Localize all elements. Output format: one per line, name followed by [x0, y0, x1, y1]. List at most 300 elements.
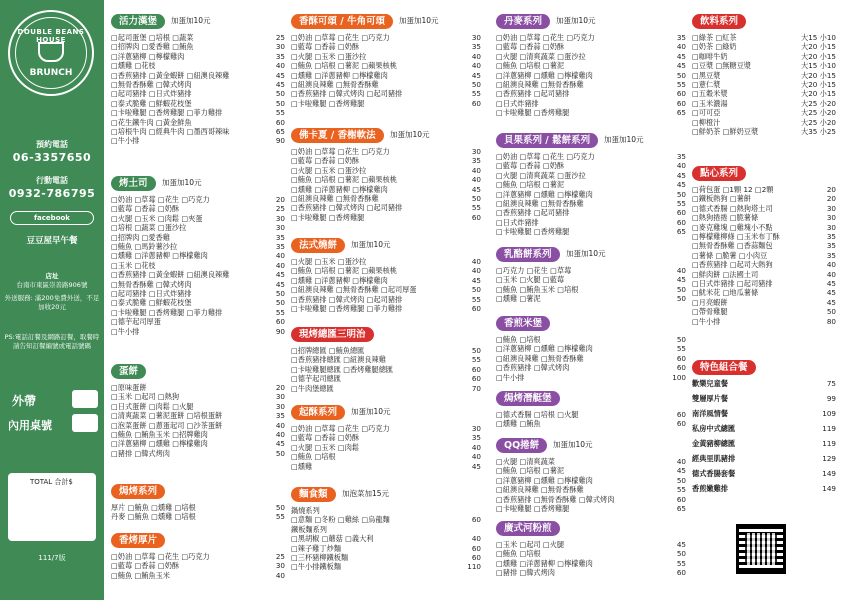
section-header: 法式燒餅 — [291, 238, 345, 253]
addon-note: 加蛋加10元 — [162, 178, 202, 187]
section-header: 香酥可頌 / 牛角可頌 — [291, 14, 393, 29]
menu-item[interactable]: □燻雞 □洋蔥豬柳 □檸檬雞肉 — [291, 275, 388, 285]
menu-item[interactable]: □鮪魚 □馬鈴薯沙拉 — [111, 242, 178, 251]
addon-note: 加蛋加10元 — [351, 407, 391, 416]
menu-item[interactable]: □紐澳良辣雞 □無骨香酥雞 — [496, 485, 584, 495]
menu-item[interactable]: □奶茶 □綠奶 — [692, 42, 737, 52]
menu-price: 40 — [676, 42, 686, 52]
menu-item[interactable]: □藍莓 □香蒜 □奶酥 — [291, 156, 360, 166]
menu-item[interactable]: □鮪魚 □鮪魚玉米 — [111, 570, 170, 580]
menu-item[interactable]: □藍莓 □香蒜 □奶酥 — [291, 433, 360, 443]
menu-price: 40 — [471, 175, 481, 185]
menu-item[interactable]: □鮪魚 □培根 — [496, 549, 541, 559]
menu-item[interactable]: 歡樂兒童餐 — [692, 379, 728, 388]
menu-item[interactable]: □日式炸豬排 — [496, 217, 539, 227]
menu-item[interactable]: □泡菜蛋餅 □蔥蛋起司 □沙茶蛋餅 — [111, 420, 223, 430]
dinein-label: 內用桌號 — [8, 419, 52, 432]
menu-price: 45 — [275, 279, 285, 289]
menu-price: 60 — [676, 353, 686, 363]
menu-price: 30 — [275, 561, 285, 571]
addon-note: 加蛋加10元 — [171, 16, 211, 25]
menu-price: 90 — [275, 136, 285, 146]
menu-price: 大20 小15 — [801, 70, 836, 80]
addon-note: 加蛋加10元 — [390, 130, 430, 139]
menu-item[interactable]: □日式炸豬排 □起司豬排 — [692, 279, 773, 288]
menu-item[interactable]: □燻雞 □花枝 — [111, 61, 156, 71]
reserve-label: 預約電話 — [36, 140, 68, 149]
menu-price: 30 — [471, 147, 481, 156]
menu-price: 30 — [275, 223, 285, 233]
menu-item[interactable]: □薏仁漿 — [692, 80, 721, 89]
menu-item[interactable]: □玉米 □起司 □火腿 — [496, 540, 565, 549]
menu-item[interactable]: □鮪魚 □培根 □薯泥 — [496, 61, 565, 71]
menu-item[interactable]: □玉米 □火腿 □藍莓 — [496, 275, 565, 285]
menu-item[interactable]: □豆漿 □無糖豆漿 — [692, 61, 751, 71]
menu-price: 60 — [676, 568, 686, 578]
menu-item[interactable]: □無骨香酥雞 □香蒜麵包 — [692, 241, 773, 251]
menu-item[interactable]: □卡啦雞腿 □香烤雞腿 — [496, 504, 570, 513]
menu-price: 60 — [676, 217, 686, 227]
menu-item[interactable]: □柳橙汁 — [692, 117, 721, 127]
menu-item[interactable]: □洋蔥豬柳 □燻雞 □檸檬雞肉 — [496, 344, 593, 354]
menu-price: 45 — [676, 51, 686, 61]
menu-item[interactable]: □牛小排 — [111, 326, 140, 336]
addon-note: 加蛋加10元 — [553, 440, 593, 449]
menu-item[interactable]: □玉米 □起司 □熱狗 — [111, 392, 180, 402]
menu-price: 60 — [471, 543, 481, 553]
menu-price: 55 — [471, 355, 481, 365]
menu-item[interactable]: □藍莓 □香蒜 □奶酥 — [496, 161, 565, 171]
menu-price: 55 — [676, 485, 686, 495]
menu-item[interactable]: □可可亞 — [692, 108, 721, 118]
menu-price: 50 — [275, 503, 285, 512]
menu-item[interactable]: □香煎豬排 □韓式烤肉 □起司豬排 — [291, 294, 403, 304]
total-box[interactable] — [8, 473, 96, 541]
dinein-box[interactable] — [72, 414, 98, 432]
menu-item[interactable]: □辣子雞丁炒麵 — [291, 543, 341, 553]
menu-price: 75 — [826, 379, 836, 388]
menu-price: 60 — [676, 208, 686, 218]
total-label: TOTAL 合計$ — [30, 478, 73, 486]
addon-note: 加蛋加10元 — [556, 16, 596, 25]
menu-item[interactable]: □豬排 □韓式烤肉 — [496, 568, 555, 578]
menu-price: 55 — [471, 89, 481, 99]
menu-price: 25 — [275, 33, 285, 42]
mobile-label: 行動電話 — [36, 176, 68, 185]
menu-item[interactable]: 香煎嫩雞排 — [692, 484, 728, 493]
menu-price: 50 — [275, 98, 285, 108]
menu-item[interactable]: □奶油 □草莓 □花生 □巧克力 — [496, 152, 595, 161]
menu-item[interactable]: □火腿 □清爽蔬菜 — [496, 457, 555, 466]
menu-item[interactable]: □牛小排 — [692, 316, 721, 326]
menu-item[interactable]: □香煎豬排總匯 □紐澳良辣雞 — [291, 355, 386, 365]
menu-item[interactable]: □德芋起司厚蛋 — [111, 317, 161, 327]
menu-item[interactable]: □玉米濃湯 — [692, 98, 728, 108]
menu-item[interactable]: □香煎豬排 □韓式烤肉 □起司豬排 — [291, 89, 403, 99]
menu-item[interactable]: □奶油 □草莓 □花生 □巧克力 — [111, 552, 210, 561]
menu-item[interactable]: □洋蔥豬柳 □燻雞 □檸檬雞肉 — [496, 475, 593, 485]
mobile-phone[interactable]: 0932-786795 — [8, 187, 96, 200]
menu-price: 50 — [676, 70, 686, 80]
menu-item[interactable]: □玉米 □花枝 — [111, 260, 156, 270]
menu-item[interactable]: □洋蔥豬柳 □燻雞 □檸檬雞肉 — [111, 439, 208, 449]
menu-item[interactable]: □牛小排 — [111, 136, 140, 146]
menu-item[interactable]: □燻雞 □洋蔥豬柳 □檸檬雞肉 — [291, 184, 388, 194]
menu-price: 大25 小20 — [801, 98, 836, 108]
menu-price: 50 — [275, 289, 285, 298]
fb-name: 豆豆屋早午餐 — [26, 236, 78, 246]
menu-item[interactable]: □鮪魚 □培根 □薯泥 □蘋果核桃 — [291, 175, 397, 185]
menu-item[interactable]: □香煎豬排 □黃金蝦餅 □紐澳良辣雞 — [111, 70, 230, 80]
menu-item[interactable]: □鮮肉餅 □法國土司 — [692, 269, 759, 279]
menu-item[interactable]: □鮮奶茶 □鮮奶豆漿 — [692, 127, 759, 136]
menu-item[interactable]: □起司豬排 □日式炸豬排 — [111, 89, 192, 99]
menu-price: 60 — [471, 364, 481, 374]
menu-price: 大20 小15 — [801, 80, 836, 89]
menu-price: 50 — [676, 549, 686, 559]
menu-item[interactable]: □藍莓 □香蒜 □奶酥 — [111, 204, 180, 214]
menu-item[interactable]: □火腿 □清爽蔬菜 □蛋沙拉 — [496, 170, 586, 180]
section-header: 點心系列 — [692, 166, 746, 181]
menu-price: 40 — [471, 61, 481, 71]
menu-item[interactable]: □紐澳良辣雞 □無骨香酥雞 □起司厚蛋 — [291, 285, 417, 295]
section-header: 起酥系列 — [291, 405, 345, 420]
menu-price: 55 — [676, 80, 686, 89]
menu-item[interactable]: □燻雞 □洋蔥豬柳 □檸檬雞肉 — [291, 70, 388, 80]
addon-note: 加蛋加10元 — [604, 135, 644, 144]
menu-price: 60 — [471, 374, 481, 384]
menu-price: 40 — [471, 452, 481, 462]
menu-price: 20 — [826, 194, 836, 204]
menu-item[interactable]: □泰式脆雞 □鮮蝦花枝堡 — [111, 298, 192, 308]
menu-price: 40 — [471, 165, 481, 175]
menu-price: 40 — [471, 266, 481, 276]
menu-price: 35 — [275, 411, 285, 421]
menu-price: 119 — [822, 424, 836, 433]
menu-item[interactable]: □香煎豬排 □韓式烤肉 □起司豬排 — [291, 203, 403, 213]
menu-item[interactable]: □麥克雞塊 □雞塊小不點 — [692, 222, 773, 232]
menu-price: 70 — [471, 383, 481, 393]
menu-item[interactable]: □鮪魚 □培根 □薯泥 — [496, 180, 565, 190]
menu-price: 50 — [826, 307, 836, 317]
menu-item[interactable]: □牛肉堡總匯 — [291, 383, 334, 393]
menu-item[interactable]: □奶油 □草莓 □花生 □巧克力 — [291, 424, 390, 433]
menu-price: 60 — [676, 410, 686, 419]
menu-item[interactable]: □魷米花 □地瓜薯條 — [692, 288, 759, 298]
menu-item[interactable]: □德式香腸 □熱狗塔土司 — [692, 203, 773, 213]
menu-price: 40 — [676, 161, 686, 171]
menu-price: 40 — [275, 61, 285, 71]
menu-item[interactable]: □卡啦雞腿 □香烤雞腿 — [291, 212, 365, 222]
menu-item[interactable]: □鐵板熱狗 □薯餅 — [692, 194, 751, 204]
menu-price: 45 — [275, 439, 285, 449]
menu-price: 50 — [676, 284, 686, 294]
menu-item[interactable]: □鮪魚 □培根 — [291, 452, 336, 462]
menu-price: 30 — [275, 42, 285, 52]
version-label: 111/7版 — [38, 554, 66, 562]
menu-item[interactable]: □三杯豬柳鐵板麵 — [291, 553, 349, 562]
menu-price: 30 — [275, 213, 285, 223]
menu-item[interactable]: □卡啦雞腿 □香烤雞腿 — [496, 227, 570, 237]
menu-item[interactable]: □奶油 □草莓 □花生 □巧克力 — [291, 33, 390, 42]
logo-bottom-text: BRUNCH — [29, 68, 73, 78]
menu-item[interactable]: □燻雞 □洋蔥豬柳 □檸檬雞肉 — [496, 558, 593, 568]
menu-item[interactable]: □德芋起司總匯 — [291, 374, 341, 384]
menu-item[interactable]: □紐澳良辣雞 □無骨香酥雞 — [496, 80, 584, 89]
menu-item[interactable]: □紐澳良辣雞 □無骨香酥雞 — [291, 80, 379, 89]
menu-price: 119 — [822, 439, 836, 448]
sidebar — [0, 0, 104, 600]
menu-item[interactable]: □綠茶 □紅茶 — [692, 33, 737, 42]
addon-note: 加蛋加10元 — [566, 249, 606, 258]
menu-price: 40 — [676, 457, 686, 466]
menu-item[interactable]: □卡啦雞腿 □香烤雞腿 □菲力雞排 — [111, 108, 223, 118]
menu-item[interactable]: □培根 □蔬菜 □蛋沙拉 — [111, 223, 187, 233]
menu-price: 149 — [822, 484, 836, 493]
menu-price: 45 — [471, 275, 481, 285]
menu-item[interactable]: □荷包蛋 □1顆 12 □2顆 — [692, 185, 774, 194]
menu-price: 50 — [676, 475, 686, 485]
menu-price: 35 — [676, 152, 686, 161]
menu-item[interactable]: □香煎豬排 □起司豬排 — [496, 208, 570, 218]
menu-item[interactable]: 鍋燒系列 — [291, 506, 320, 515]
menu-price: 45 — [676, 466, 686, 476]
menu-price: 大25 小20 — [801, 108, 836, 118]
menu-item[interactable]: □卡啦雞腿 □香烤雞腿 □菲力雞排 — [111, 307, 223, 317]
section-header: 乳酪餅系列 — [496, 247, 560, 262]
menu-price: 55 — [471, 294, 481, 304]
menu-price: 40 — [826, 260, 836, 270]
menu-item[interactable]: □燻雞 □薯泥 — [496, 294, 541, 304]
reserve-phone[interactable]: 06-3357650 — [12, 151, 92, 164]
menu-price: 45 — [471, 184, 481, 194]
menu-price: 35 — [676, 33, 686, 42]
menu-price: 90 — [275, 326, 285, 336]
menu-item[interactable]: 鐵板麵系列 — [291, 524, 327, 534]
menu-price: 25 — [275, 552, 285, 561]
section-header: 佛卡夏 / 香榭軟法 — [291, 128, 384, 143]
menu-item[interactable]: □招牌總匯 □鮪魚總匯 — [291, 346, 365, 355]
menu-price: 40 — [275, 260, 285, 270]
section-header: 麵食類 — [291, 487, 336, 502]
menu-price: 35 — [826, 232, 836, 241]
menu-price: 45 — [826, 279, 836, 288]
menu-price: 30 — [826, 213, 836, 223]
menu-item[interactable]: □意麵 □冬粉 □雞絲 □烏龍麵 — [291, 515, 390, 525]
menu-item[interactable]: □香煎豬排 □韓式烤肉 — [496, 363, 570, 373]
menu-price: 大35 小25 — [801, 127, 836, 136]
menu-price: 55 — [471, 203, 481, 213]
menu-price: 35 — [275, 51, 285, 61]
takeout-box[interactable] — [72, 390, 98, 408]
menu-item[interactable]: □帶骨雞腿 — [692, 307, 728, 317]
menu-item[interactable]: □月亮蝦餅 — [692, 297, 728, 307]
menu-price: 65 — [676, 504, 686, 513]
menu-price: 60 — [275, 117, 285, 127]
store-label: 店址 — [45, 272, 59, 280]
menu-item[interactable]: □清爽蔬菜 □薯泥蛋餅 □培根蛋餅 — [111, 411, 223, 421]
menu-item[interactable]: □火腿 □清爽蔬菜 □蛋沙拉 — [496, 51, 586, 61]
menu-item[interactable]: □奶油 □草莓 □花生 □巧克力 — [496, 33, 595, 42]
menu-item[interactable]: □奶油 □草莓 □花生 □巧克力 — [111, 195, 210, 204]
menu-price: 40 — [471, 257, 481, 266]
menu-price: 60 — [471, 304, 481, 313]
menu-price: 大15 小10 — [801, 33, 836, 42]
menu-price: 40 — [275, 430, 285, 439]
menu-item[interactable]: □火腿 □玉米 □肉鬆 — [291, 442, 360, 452]
menu-item[interactable]: □日式炸豬排 — [496, 98, 539, 108]
menu-item[interactable]: □燻雞 □鮪魚 — [496, 419, 541, 429]
menu-item[interactable]: □藍莓 □香蒜 □奶酥 — [496, 42, 565, 52]
menu-item[interactable]: □鮪魚 □培根 □薯泥 □蘋果核桃 — [291, 266, 397, 276]
takeout-label: 外帶 — [12, 394, 37, 408]
menu-item[interactable]: 厚片 □鮪魚 □燻雞 □培根 — [111, 503, 196, 512]
menu-item[interactable]: □豬排 □韓式烤肉 — [111, 448, 170, 458]
qr-code-icon[interactable] — [736, 524, 786, 574]
menu-item[interactable]: □香煎豬排 □起司豬排 — [496, 89, 570, 99]
menu-item[interactable]: □牛小排 — [496, 372, 525, 382]
menu-price: 55 — [275, 108, 285, 118]
menu-price: 65 — [676, 227, 686, 237]
menu-price: 20 — [275, 195, 285, 204]
menu-item[interactable]: 南洋風情餐 — [692, 409, 728, 418]
menu-price: 55 — [676, 558, 686, 568]
menu-price: 55 — [275, 307, 285, 317]
menu-item[interactable]: □洋蔥豬柳 □燻雞 □檸檬雞肉 — [496, 70, 593, 80]
section-header: 特色組合餐 — [692, 360, 756, 375]
menu-item[interactable]: □香煎豬排 □黃金蝦餅 □紐澳良辣雞 — [111, 270, 230, 280]
menu-price: 45 — [676, 540, 686, 549]
menu-price: 109 — [822, 409, 836, 418]
menu-price: 60 — [471, 98, 481, 108]
menu-item[interactable]: □紐澳良辣雞 □無骨香酥雞 — [496, 199, 584, 208]
menu-item[interactable]: □檸檬雞柳條 □玉米布丁酥 — [692, 232, 780, 241]
menu-item[interactable]: □火腿 □玉米 □蛋沙拉 — [291, 51, 367, 61]
menu-item[interactable]: □咖啡牛奶 — [692, 51, 728, 61]
menu-item[interactable]: □日式蛋餅 □肉鬆 □火腿 — [111, 401, 194, 411]
menu-price: 50 — [275, 448, 285, 458]
menu-item[interactable]: □藍莓 □香蒜 □奶酥 — [291, 42, 360, 52]
menu-item[interactable]: □巧克力 □花生 □草莓 — [496, 266, 572, 275]
menu-price: 50 — [471, 346, 481, 355]
menu-price: 25 — [275, 204, 285, 214]
menu-item[interactable]: □香煎豬排 □無骨香酥雞 □韓式烤肉 — [496, 494, 615, 504]
section-header: 廣式河粉煎 — [496, 521, 560, 536]
menu-item[interactable]: □火腿 □玉米 □肉鬆 □夾蛋 — [111, 213, 203, 223]
menu-item[interactable]: □卡啦雞腿 □香烤雞腿 — [291, 98, 365, 108]
menu-price: 35 — [275, 232, 285, 242]
menu-price: 40 — [275, 570, 285, 580]
menu-item[interactable]: □黑胡椒 □蘑菇 □義大利 — [291, 534, 374, 544]
menu-item[interactable]: □鮪魚 □培根 □薯泥 □蘋果核桃 — [291, 61, 397, 71]
menu-price: 65 — [275, 127, 285, 136]
menu-price: 55 — [676, 344, 686, 354]
menu-price: 大20 小15 — [801, 89, 836, 99]
menu-price: 35 — [826, 241, 836, 251]
menu-item[interactable]: □紐澳良辣雞 □無骨香酥雞 — [496, 353, 584, 363]
addon-note: 加蛋加10元 — [399, 16, 439, 25]
section-header: 香烤厚片 — [111, 533, 165, 548]
menu-price: 35 — [471, 42, 481, 52]
menu-item[interactable]: □鮪魚 □鮪魚玉米 □培根 — [496, 284, 579, 294]
section-header: 現烤總匯三明治 — [291, 327, 374, 342]
menu-price: 45 — [275, 270, 285, 280]
menu-item[interactable]: □燻雞 □洋蔥豬柳 □檸檬雞肉 — [111, 251, 208, 261]
menu-price: 50 — [676, 189, 686, 199]
menu-price: 30 — [471, 33, 481, 42]
menu-price: 50 — [275, 298, 285, 308]
menu-price: 45 — [676, 275, 686, 285]
menu-item[interactable]: □起司豬排 □日式炸豬排 — [111, 289, 192, 298]
menu-item[interactable]: □奶油 □草莓 □花生 □巧克力 — [291, 147, 390, 156]
menu-item[interactable]: □火腿 □玉米 □蛋沙拉 — [291, 165, 367, 175]
menu-item[interactable]: □洋蔥豬柳 □檸檬雞肉 — [111, 51, 185, 61]
menu-price: 40 — [471, 442, 481, 452]
menu-price: 45 — [826, 288, 836, 298]
menu-price: 60 — [471, 553, 481, 562]
menu-item[interactable]: □鮪魚 □培根 — [496, 335, 541, 344]
menu-item[interactable]: □原味蛋餅 — [111, 383, 147, 392]
menu-item[interactable]: □鮪魚 □鮪魚玉米 □招牌雞肉 — [111, 430, 208, 439]
menu-item[interactable]: □德式香腸 □培根 □火腿 — [496, 410, 579, 419]
menu-item[interactable]: □熱狗捲捲 □脆薯條 — [692, 213, 759, 223]
section-header: 香煎米堡 — [496, 316, 550, 331]
menu-price: 60 — [275, 317, 285, 327]
menu-item[interactable]: 金黃豬柳總匯 — [692, 439, 736, 448]
section-header: 蛋餅 — [111, 364, 146, 379]
menu-price: 80 — [826, 316, 836, 326]
menu-item[interactable]: □卡啦雞腿 □香烤雞腿 — [496, 108, 570, 118]
menu-item[interactable]: □起司蛋堡 □培根 □蔬菜 — [111, 33, 194, 42]
menu-item[interactable]: 丹麥 □鮪魚 □燻雞 □培根 — [111, 512, 196, 522]
menu-item[interactable]: □藍莓 □香蒜 □奶酥 — [111, 561, 180, 571]
menu-item[interactable]: □香煎豬排 □起司大熱狗 — [692, 260, 773, 270]
menu-item[interactable]: □無骨香酥雞 □韓式烤肉 — [111, 279, 192, 289]
menu-item[interactable]: □燻雞 — [291, 461, 313, 471]
menu-price: 45 — [676, 170, 686, 180]
menu-item[interactable]: □薯條 □脆薯 □小肉豆 — [692, 250, 768, 260]
menu-item[interactable]: 雙層厚片餐 — [692, 394, 728, 403]
menu-item[interactable]: □牛小排鐵板麵 — [291, 562, 341, 572]
facebook-badge[interactable]: facebook — [10, 211, 94, 225]
menu-item[interactable]: □招牌肉 □愛香雞 □鮪魚 — [111, 42, 194, 52]
menu-item[interactable]: □紐澳良辣雞 □無骨香酥雞 — [291, 194, 379, 203]
menu-item[interactable]: □五穀米漿 — [692, 89, 728, 99]
menu-item[interactable]: 私房中式總匯 — [692, 424, 736, 433]
menu-item[interactable]: □鮪魚 □培根 □薯泥 — [496, 466, 565, 476]
menu-item[interactable]: □培根牛肉 □經典牛肉 □墨西哥辣味 — [111, 127, 230, 136]
menu-item[interactable]: □洋蔥豬柳 □燻雞 □檸檬雞肉 — [496, 189, 593, 199]
menu-item[interactable]: □卡啦雞腿 □香烤雞腿 □菲力雞排 — [291, 304, 403, 313]
menu-item[interactable]: □花生鐵牛肉 □黃金鮮魚 — [111, 117, 192, 127]
menu-price: 30 — [826, 203, 836, 213]
menu-item[interactable]: □無骨香酥雞 □韓式烤肉 — [111, 80, 192, 89]
menu-item[interactable]: □卡啦雞腿總匯 □香烤雞腿總匯 — [291, 364, 394, 374]
menu-price: 40 — [275, 251, 285, 261]
menu-item[interactable]: 經典里肌豬排 — [692, 454, 736, 463]
menu-item[interactable]: □泰式脆雞 □鮮蝦花枝堡 — [111, 98, 192, 108]
menu-price: 50 — [676, 335, 686, 344]
menu-price: 20 — [826, 185, 836, 194]
menu-price: 60 — [471, 212, 481, 222]
menu-item[interactable]: □黑豆漿 — [692, 70, 721, 80]
menu-price: 30 — [275, 401, 285, 411]
menu-item[interactable]: □火腿 □玉米 □蛋沙拉 — [291, 257, 367, 266]
menu-price: 45 — [826, 297, 836, 307]
menu-item[interactable]: 德式香腸套餐 — [692, 469, 736, 478]
menu-price: 45 — [676, 61, 686, 71]
menu-item[interactable]: □招牌肉 □愛香雞 — [111, 232, 170, 242]
